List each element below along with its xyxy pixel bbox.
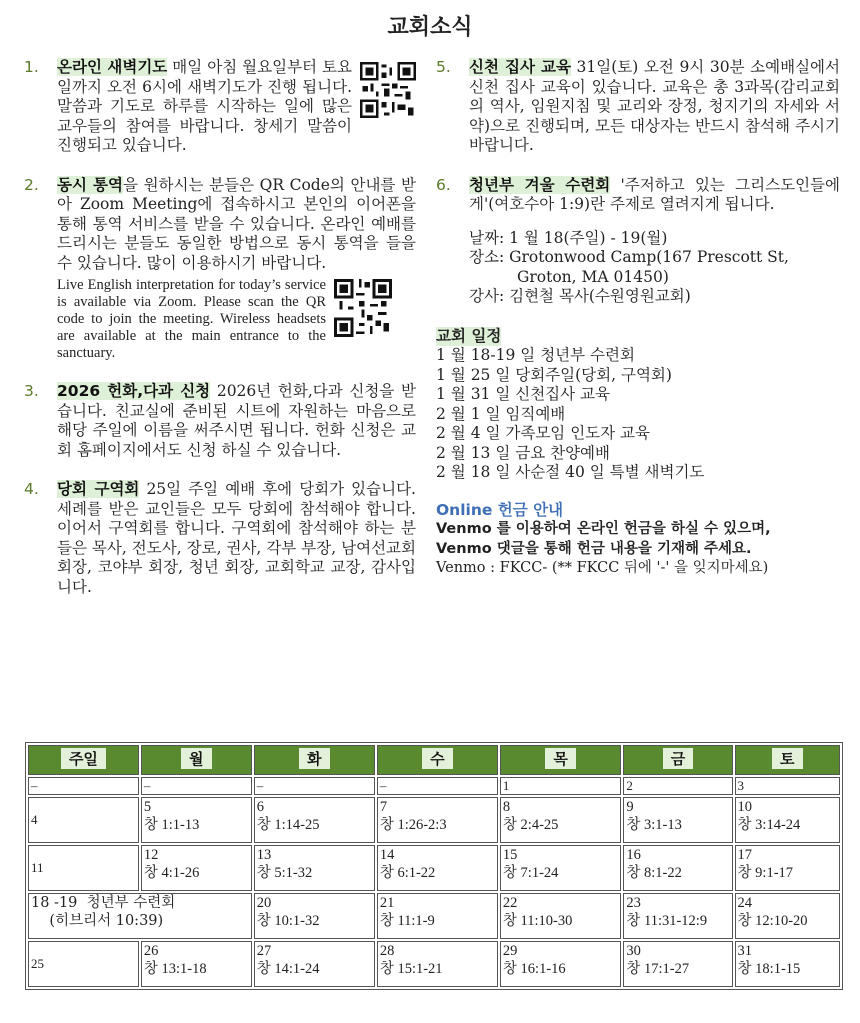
- item-text: 25일 주일 예배 후에 당회가 있습니다. 세례를 받은 교인들은 모두 당회에 참석해야 합니다. 이어서 구역회를 합니다. 구역회에 참석해야 하는 분들은 목사, 전도사, 장로, 권사, 각부 부장, 남여선교회 회장, 코야부 회장, 청년 회장, 교회학교 교장, 감사입니다.: [57, 480, 416, 596]
- page-title: 교회소식: [387, 15, 473, 40]
- day-header: 금: [663, 748, 694, 769]
- item-number: 1.: [24, 58, 39, 76]
- left-column: [24, 58, 416, 617]
- calendar-cell: 22 창 11:10-30: [500, 893, 621, 939]
- item-text: 2026년 헌화,다과 신청을 받습니다. 친교실에 준비된 시트에 자원하는 마음으로 해당 주일에 이름을 써주시면 됩니다. 헌화 신청은 교회 홈페이지에서도 신청 하실 수 있습니다.: [57, 382, 416, 459]
- retreat-speaker: 강사: 김현철 목사(수원영원교회): [469, 287, 691, 305]
- qr-code-icon: [334, 279, 392, 337]
- schedule-heading: 교회 일정: [436, 326, 502, 345]
- calendar-cell: 28 창 15:1-21: [377, 941, 498, 987]
- reading-calendar: [25, 742, 843, 990]
- calendar-cell: 2: [623, 777, 732, 795]
- news-item-2: [24, 176, 416, 363]
- calendar-cell: 4: [28, 797, 139, 843]
- calendar-cell: 26 창 13:1-18: [141, 941, 252, 987]
- schedule-line: 1 월 31 일 신천집사 교육: [436, 385, 611, 403]
- item-number: 2.: [24, 175, 39, 194]
- calendar-cell: –: [377, 777, 498, 795]
- calendar-cell-retreat: 18 -19 청년부 수련회 (히브리서 10:39): [28, 893, 252, 939]
- item-text: '주저하고 있는 그리스도인들에게'(여호수아 1:9)란 주제로 열려지게 됩니다.: [469, 175, 840, 213]
- day-header: 목: [545, 748, 576, 769]
- schedule-line: 1 월 25 일 당회주일(당회, 구역회): [436, 365, 672, 384]
- schedule-line: 2 월 13 일 금요 찬양예배: [436, 443, 611, 462]
- schedule-line: 2 월 4 일 가족모임 인도자 교육: [436, 424, 650, 442]
- calendar-cell: 23 창 11:31-12:9: [623, 893, 732, 939]
- item-number: 3.: [24, 382, 39, 400]
- news-item-6: [436, 176, 840, 307]
- calendar-cell: –: [28, 777, 139, 795]
- schedule-line: 2 월 18 일 사순절 40 일 특별 새벽기도: [436, 463, 705, 481]
- calendar-cell: 24 창 12:10-20: [735, 893, 840, 939]
- news-item-4: [24, 480, 416, 597]
- calendar-cell: 6 창 1:14-25: [254, 797, 375, 843]
- item-heading: 동시 통역: [57, 175, 123, 194]
- calendar-week-row: [28, 941, 840, 987]
- item-number: 6.: [436, 175, 451, 194]
- online-offering-heading: Online 헌금 안내: [436, 500, 564, 519]
- schedule-line: 2 월 1 일 임직예배: [436, 404, 566, 423]
- calendar-cell: –: [141, 777, 252, 795]
- calendar-cell: 1: [500, 777, 621, 795]
- calendar-cell: 5 창 1:1-13: [141, 797, 252, 843]
- item-text: 을 원하시는 분들은 QR Code의 안내를 받아 Zoom Meeting에 접속하시고 본인의 이어폰을 통해 통역 서비스를 받을 수 있습니다. 온라인 예배를 드리시는 분들도 동일한 방법으로 동시 통역을 들을 수 있습니다. 많이 이용하시기 바랍니다.: [57, 175, 416, 272]
- retreat-place-cont: Groton, MA 01450): [517, 267, 669, 286]
- item-number: 4.: [24, 480, 39, 498]
- online-offering-line: Venmo 댓글을 통해 헌금 내용을 기재해 주세요.: [436, 540, 752, 557]
- calendar-cell: 8 창 2:4-25: [500, 797, 621, 843]
- calendar-cell: 31 창 18:1-15: [735, 941, 840, 987]
- retreat-date: 날짜: 1 월 18(주일) - 19(월): [469, 228, 668, 247]
- church-schedule: [436, 327, 840, 483]
- calendar-week-row: [28, 845, 840, 891]
- right-column: [436, 58, 840, 579]
- news-item-1: [24, 58, 416, 156]
- news-item-5: [436, 58, 840, 156]
- item-heading: 당회 구역회: [57, 480, 140, 498]
- calendar-cell: 3: [735, 777, 840, 795]
- calendar-week-row: [28, 797, 840, 843]
- item-heading: 신천 집사 교육: [469, 58, 571, 76]
- calendar-cell: 13 창 5:1-32: [254, 845, 375, 891]
- online-offering-line: Venmo 를 이용하여 온라인 헌금을 하실 수 있으며,: [436, 521, 771, 537]
- calendar-cell: 14 창 6:1-22: [377, 845, 498, 891]
- calendar-week-row: [28, 777, 840, 795]
- item-heading: 청년부 겨울 수련회: [469, 175, 611, 194]
- news-item-3: [24, 382, 416, 460]
- day-header: 화: [299, 748, 330, 769]
- calendar-cell: 7 창 1:26-2:3: [377, 797, 498, 843]
- day-header: 주일: [61, 748, 106, 769]
- calendar-cell: 15 창 7:1-24: [500, 845, 621, 891]
- retreat-place: 장소: Grotonwood Camp(167 Prescott St,: [469, 248, 789, 266]
- calendar-cell: 25: [28, 941, 139, 987]
- calendar-cell: 10 창 3:14-24: [735, 797, 840, 843]
- item-number: 5.: [436, 58, 451, 76]
- item-heading: 2026 헌화,다과 신청: [57, 382, 211, 400]
- item-text: 31일(토) 오전 9시 30분 소예배실에서 신천 집사 교육이 있습니다. 교육은 총 3과목(감리교회의 역사, 임원지침 및 교리와 장정, 청지기의 자세와 서약)으로 진행되며, 모든 대상자는 반드시 참석해 주시기 바랍니다.: [469, 58, 840, 154]
- english-notice: Live English interpretation for today’s service is available via Zoom. Please scan the QR code to join the meeting. Wireless headsets are available at the main entrance to the sanctuary.: [57, 277, 326, 361]
- calendar-cell: 12 창 4:1-26: [141, 845, 252, 891]
- calendar-cell: –: [254, 777, 375, 795]
- day-header: 수: [422, 748, 453, 769]
- calendar-cell: 20 창 10:1-32: [254, 893, 375, 939]
- calendar-cell: 30 창 17:1-27: [623, 941, 732, 987]
- calendar-cell: 16 창 8:1-22: [623, 845, 732, 891]
- qr-code-icon: [360, 62, 416, 118]
- day-header: 월: [181, 748, 212, 769]
- venmo-handle: Venmo : FKCC- (** FKCC 뒤에 '-' 을 잊지마세요): [436, 560, 769, 576]
- calendar-cell: 27 창 14:1-24: [254, 941, 375, 987]
- item-text: 매일 아침 월요일부터 토요일까지 오전 6시에 새벽기도가 진행 됩니다. 말씀과 기도로 하루를 시작하는 일에 많은 교우들의 참여를 바랍니다. 창세기 말씀이 진행되고 있습니다.: [57, 58, 352, 154]
- day-header: 토: [772, 748, 803, 769]
- calendar-cell: 21 창 11:1-9: [377, 893, 498, 939]
- calendar-cell: 11: [28, 845, 139, 891]
- calendar-week-row: [28, 893, 840, 939]
- item-heading: 온라인 새벽기도: [57, 58, 168, 76]
- calendar-cell: 9 창 3:1-13: [623, 797, 732, 843]
- calendar-cell: 17 창 9:1-17: [735, 845, 840, 891]
- calendar-header-row: [28, 745, 840, 775]
- calendar-cell: 29 창 16:1-16: [500, 941, 621, 987]
- schedule-line: 1 월 18-19 일 청년부 수련회: [436, 346, 635, 364]
